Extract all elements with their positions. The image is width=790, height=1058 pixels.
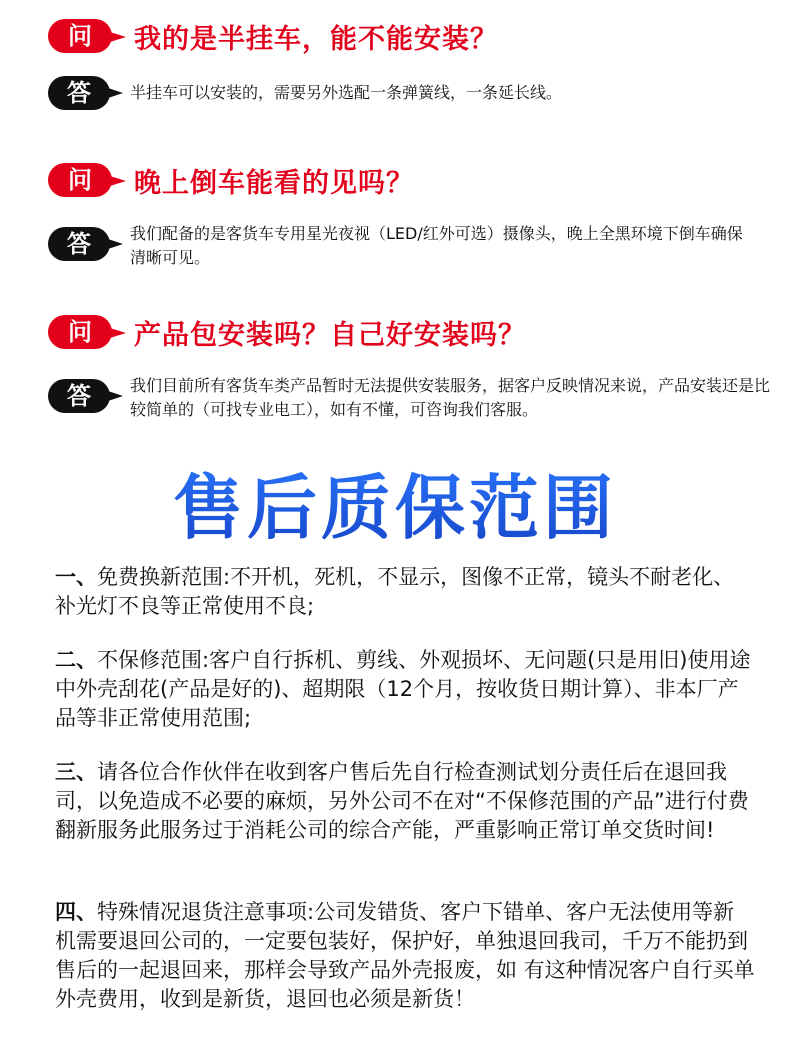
item-number: 一、 [55, 565, 97, 589]
item-text: 特殊情况退货注意事项:公司发错货、客户下错单、客户无法使用等新机需要退回公司的，一定要包装好，保护好，单独退回我司，千万不能扔到售后的一起退回来，那样会导致产品外壳报废，如 有这种情况客户自行买单外壳费用，收到是新货，退回也必须是新货！ [55, 900, 755, 1011]
question-text: 产品包安装吗？自己好安装吗？ [134, 319, 526, 351]
faq-question-3 [48, 312, 526, 352]
item-text: 请各位合作伙伴在收到客户售后先自行检查测试划分责任后在退回我司，以免造成不必要的麻烦，另外公司不在对“不保修范围的产品”进行付费翻新服务此服务过于消耗公司的综合产能，严重影响正常订单交货时间! [55, 760, 749, 842]
faq-answer-3 [48, 374, 778, 422]
item-text: 不保修范围:客户自行拆机、剪线、外观损坏、无问题(只是用旧)使用途中外壳刮花(产品是好的)、超期限（12个月，按收货日期计算）、非本厂产品等非正常使用范围; [55, 648, 751, 730]
item-number: 四、 [55, 900, 97, 924]
item-number: 三、 [55, 760, 97, 784]
question-text: 晚上倒车能看的见吗？ [134, 167, 414, 199]
warranty-item-4 [55, 898, 755, 1014]
answer-text: 半挂车可以安装的，需要另外选配一条弹簧线，一条延长线。 [130, 83, 563, 102]
answer-text: 我们目前所有客货车类产品暂时无法提供安装服务，据客户反映情况来说，产品安装还是比较简单的（可找专业电工），如有不懂，可咨询我们客服。 [130, 376, 771, 419]
question-text: 我的是半挂车，能不能安装？ [134, 23, 498, 55]
warranty-item-1 [55, 563, 755, 621]
item-number: 二、 [55, 648, 97, 672]
warranty-item-3 [55, 758, 755, 845]
section-title: 售后质保范围 [0, 452, 790, 553]
answer-text: 我们配备的是客货车专用星光夜视（LED/红外可选）摄像头，晚上全黑环境下倒车确保清晰可见。 [130, 224, 743, 267]
faq-question-1 [48, 16, 498, 56]
question-badge: 问 [48, 19, 112, 53]
faq-answer-2 [48, 222, 768, 270]
warranty-item-2 [55, 646, 755, 733]
answer-badge: 答 [48, 227, 110, 261]
faq-question-2 [48, 160, 414, 200]
answer-badge: 答 [48, 379, 110, 413]
question-badge: 问 [48, 315, 112, 349]
answer-badge: 答 [48, 76, 110, 110]
faq-answer-1 [48, 76, 768, 110]
question-badge: 问 [48, 163, 112, 197]
item-text: 免费换新范围:不开机，死机，不显示，图像不正常，镜头不耐老化、补光灯不良等正常使用不良; [55, 565, 735, 618]
